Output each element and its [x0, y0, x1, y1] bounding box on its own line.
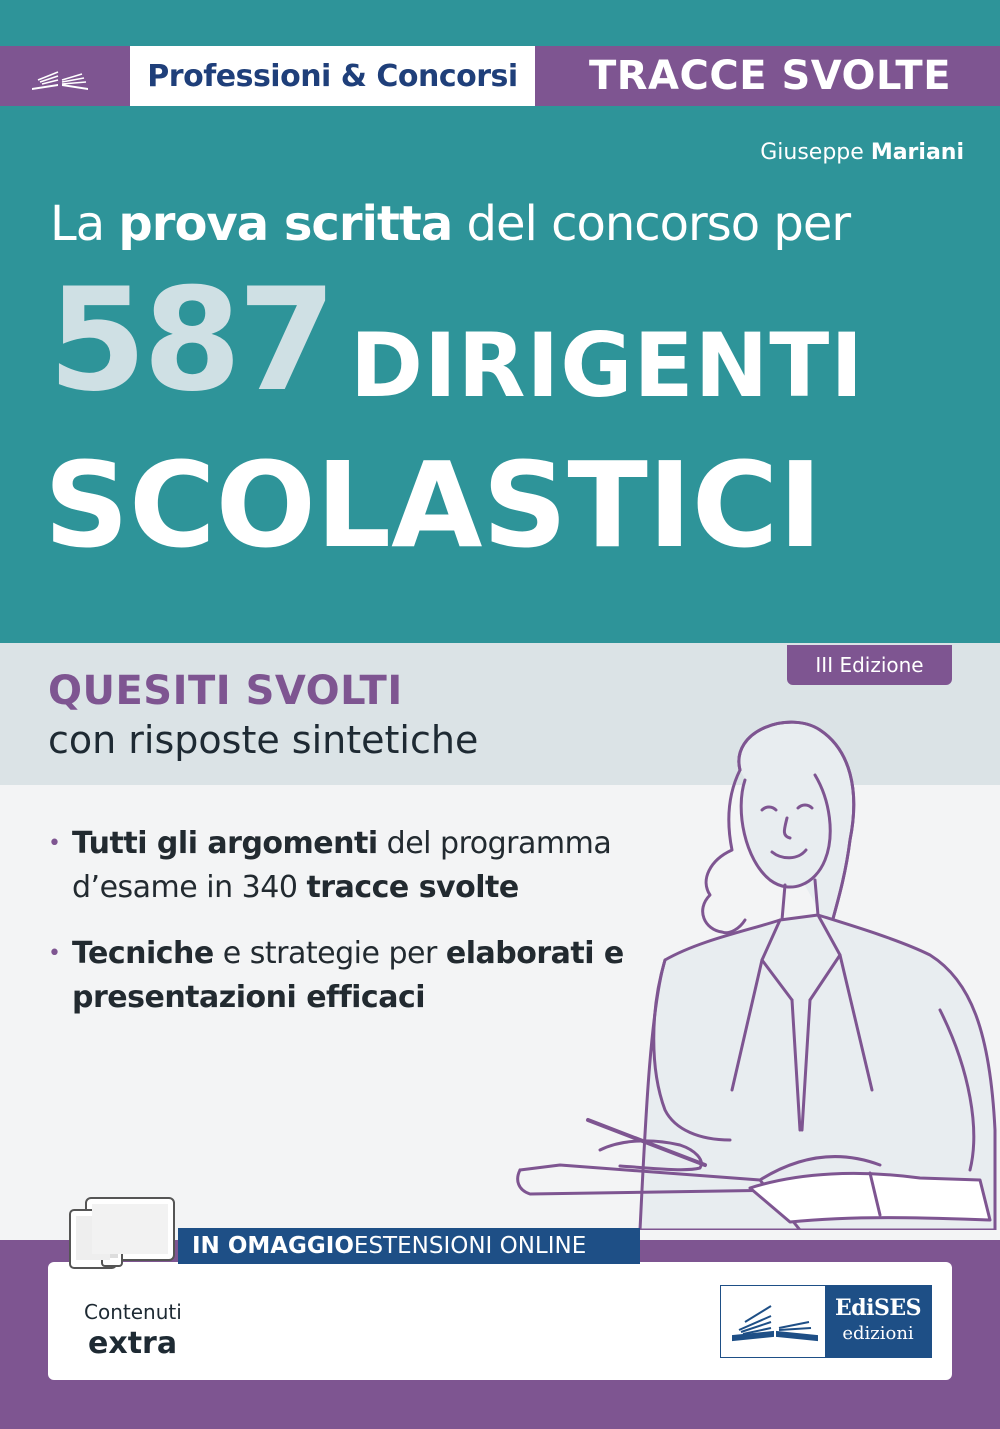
feature-item: [48, 822, 668, 910]
feature-item: [48, 932, 668, 1020]
feature-bold-1: Tutti gli argomenti: [72, 826, 378, 861]
feature-list: [48, 822, 668, 1042]
open-book-icon: [28, 62, 92, 92]
publisher-sub: edizioni: [842, 1323, 914, 1344]
author-last-name: Mariani: [870, 140, 964, 165]
author-name: [760, 140, 964, 165]
feature-bold-1: Tecniche: [72, 936, 214, 971]
bonus-banner: [178, 1228, 640, 1264]
title-number: 587: [48, 258, 333, 423]
title-line1-pre: La: [50, 196, 119, 252]
bonus-line-1: Contenuti: [84, 1300, 182, 1324]
publisher-name: EdiSES: [834, 1295, 922, 1321]
bullet-dot-icon: •: [48, 831, 61, 856]
edition-badge: III Edizione: [787, 645, 952, 685]
title-line1-post: del concorso per: [452, 196, 851, 252]
author-first-name: Giuseppe: [760, 140, 864, 165]
title-line1-bold: prova scritta: [118, 196, 453, 252]
publisher-name-box: [825, 1286, 931, 1357]
series-label: Professioni & Concorsi: [147, 58, 518, 94]
title-word-1: DIRIGENTI: [350, 314, 865, 417]
bonus-line-2: extra: [88, 1326, 178, 1361]
collection-label: TRACCE SVOLTE: [588, 53, 952, 99]
devices-icon: [66, 1196, 178, 1270]
publisher-logo: [720, 1285, 932, 1358]
tagline-main: QUESITI SVOLTI: [48, 668, 403, 714]
feature-text-1: del programma d’esame in 340: [72, 826, 612, 905]
feature-bold-2: tracce svolte: [306, 870, 519, 905]
title-word-2: SCOLASTICI: [44, 436, 823, 574]
feature-bold-2: elaborati e presentazioni efficaci: [72, 936, 624, 1015]
series-label-box: [130, 46, 535, 106]
bonus-bold: IN OMAGGIO: [192, 1233, 354, 1259]
bullet-dot-icon: •: [48, 941, 61, 966]
feature-text-1: e strategie per: [213, 936, 446, 971]
bonus-rest: ESTENSIONI ONLINE: [353, 1233, 587, 1259]
title-line-1: [50, 196, 850, 252]
open-book-icon: [725, 1292, 825, 1352]
tagline-sub: con risposte sintetiche: [48, 718, 479, 762]
